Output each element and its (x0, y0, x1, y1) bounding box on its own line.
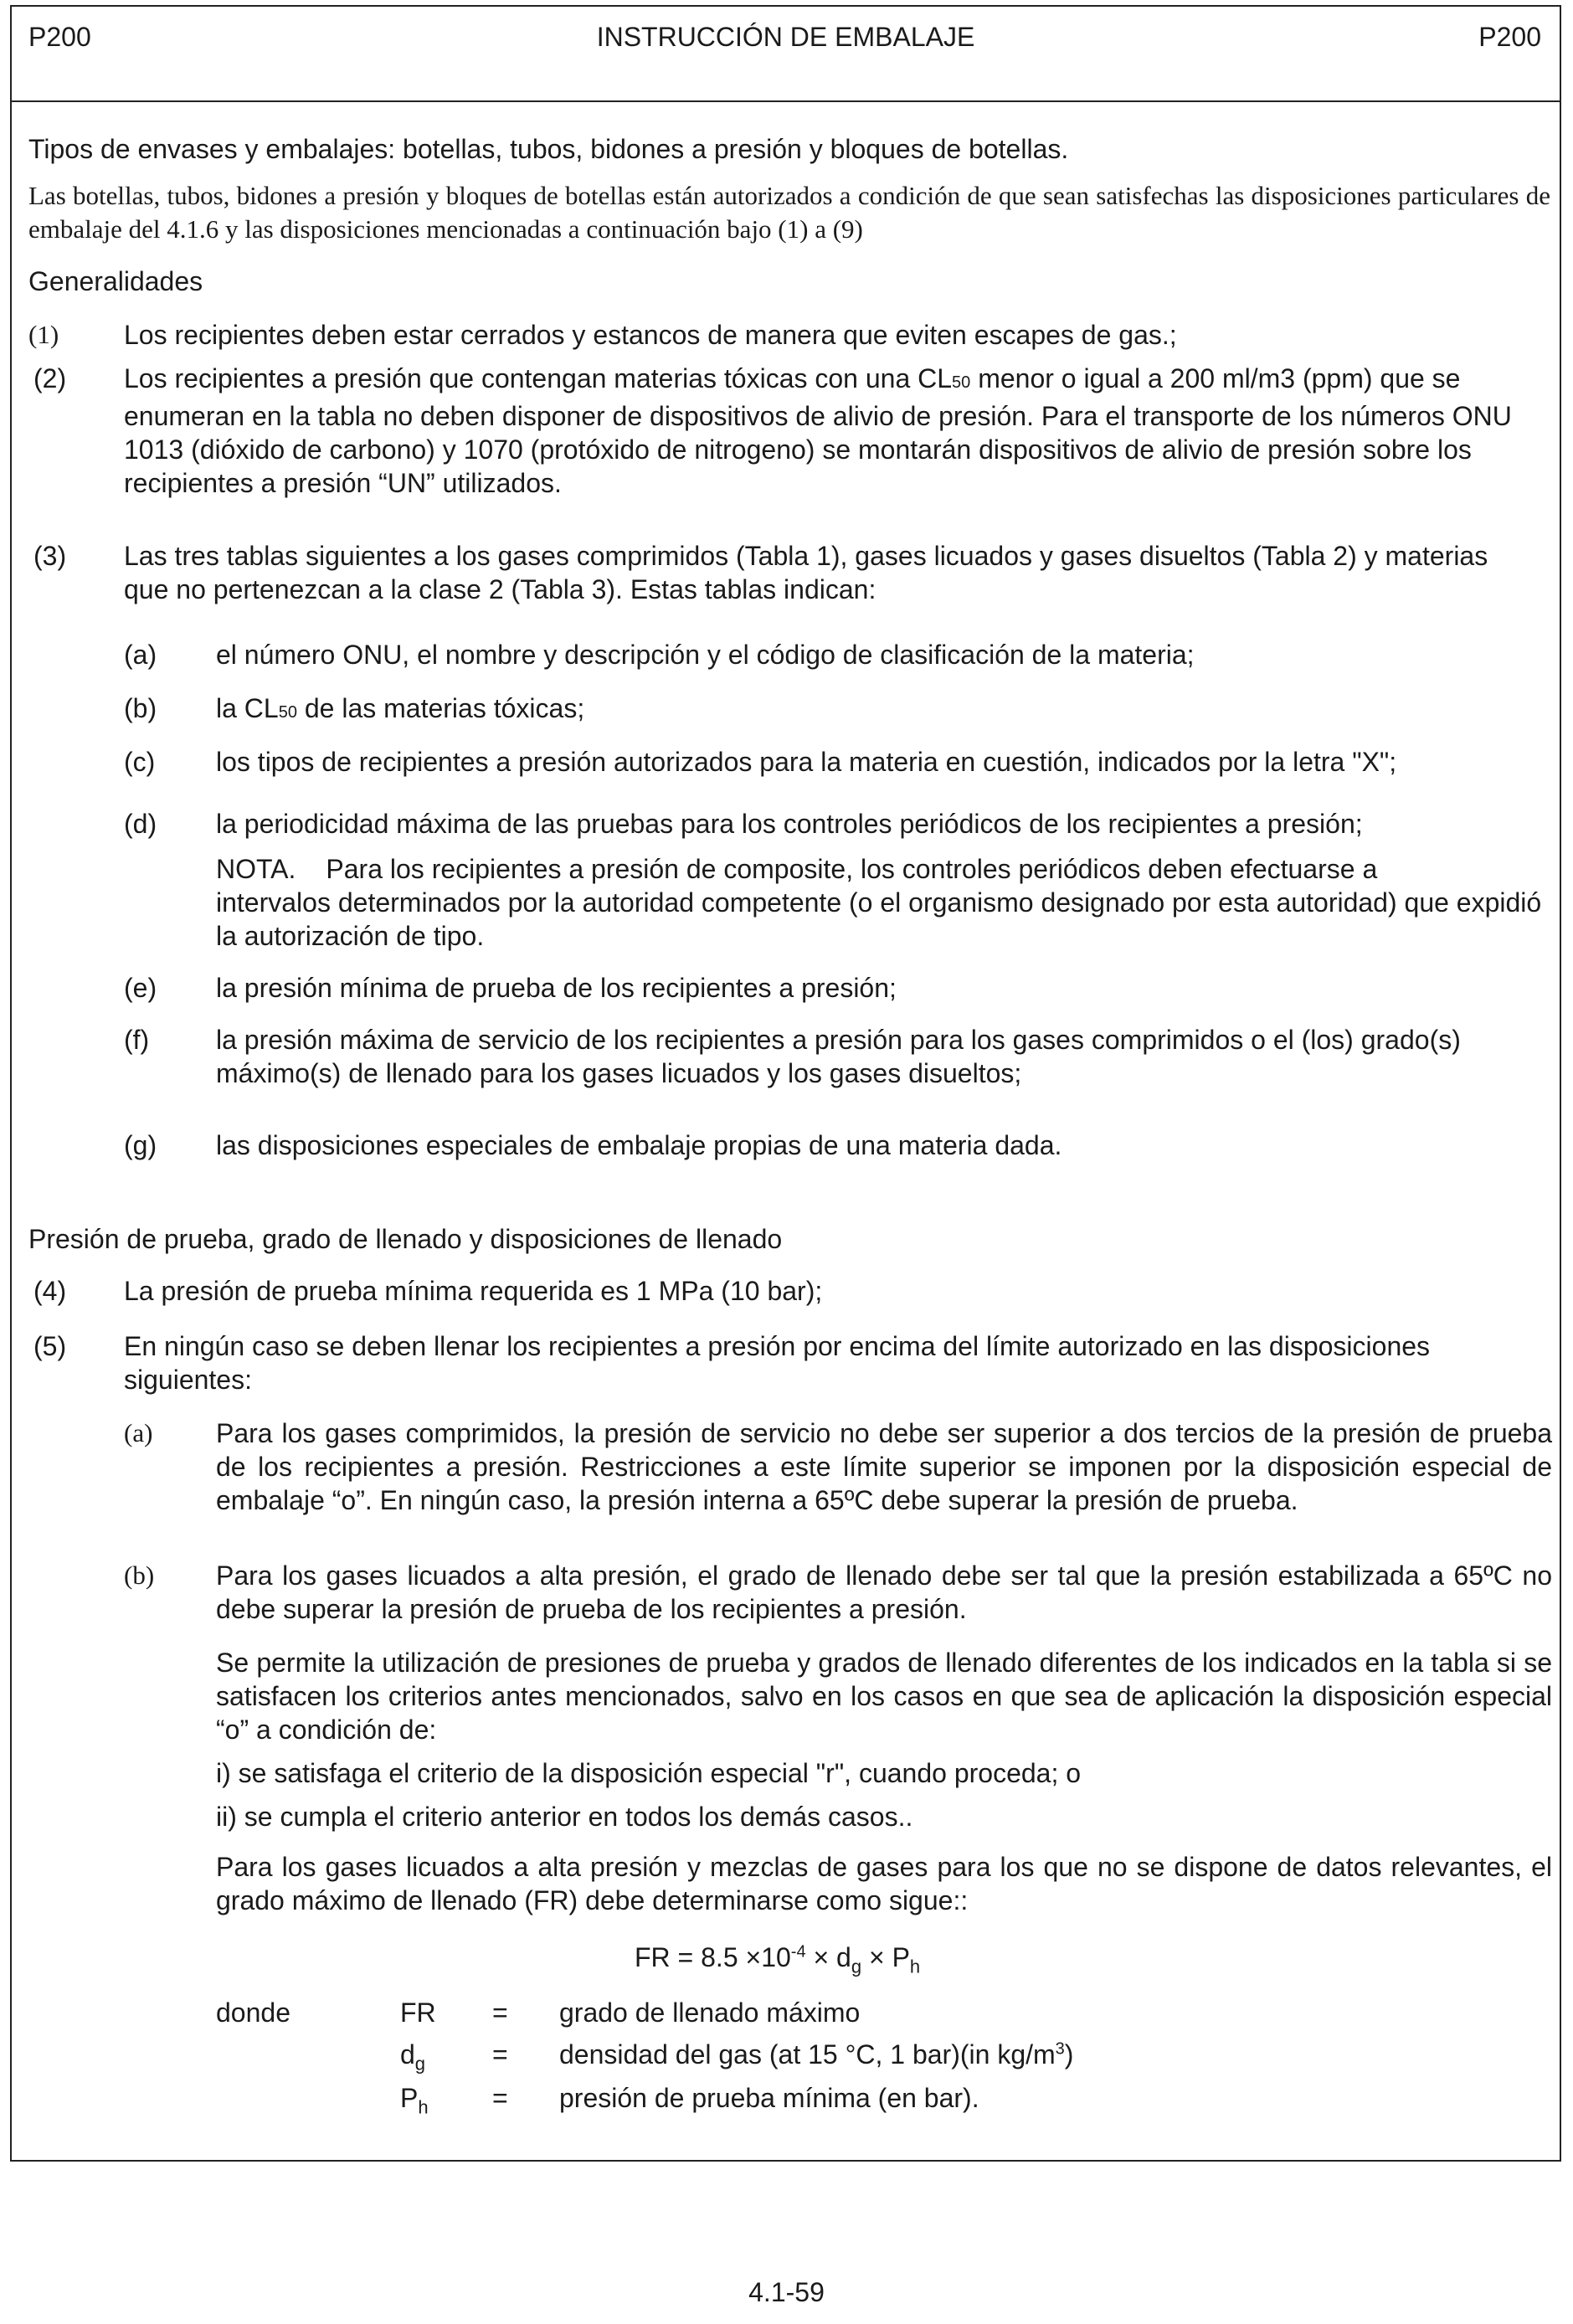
note-first-line: Para los recipientes a presión de composite, los controles periódicos deben efectuarse a (326, 854, 1378, 884)
page-number: 4.1-59 (748, 2277, 825, 2307)
symbol-text: FR (400, 1998, 436, 2028)
formula-times-d: × d (805, 1942, 851, 1972)
formula-sub-h: h (909, 1956, 921, 1977)
provision-4-number: (4) (33, 1276, 67, 1306)
provision-5-number: (5) (33, 1331, 67, 1361)
where-label: donde (216, 1998, 290, 2028)
definition-text: densidad del gas (at 15 °C, 1 bar)(in kg/m (559, 2039, 1056, 2069)
provision-5b-text: Para los gases licuados a alta presión, el grado de llenado debe ser tal que la presión estabilizada a 65ºC no debe superar la presión de prueba de los recipientes a presión. (216, 1560, 1552, 1624)
item-c-text: los tipos de recipientes a presión autorizados para la materia en cuestión, indicados por la letra "X"; (216, 747, 1397, 777)
item-b-text-a: la CL (216, 693, 279, 723)
symbol-text: P (400, 2083, 419, 2113)
provision-1-number: (1) (28, 320, 59, 349)
instruction-code-right: P200 (1478, 22, 1541, 52)
provision-4-text: La presión de prueba mínima requerida es 1 MPa (10 bar); (124, 1276, 823, 1306)
general-heading: Generalidades (28, 266, 203, 296)
provision-2-text-a: Los recipientes a presión que contengan materias tóxicas con una CL (124, 363, 953, 393)
item-b-text-b: de las materias tóxicas; (296, 693, 585, 723)
lc50-subscript: 50 (952, 373, 971, 392)
item-b-letter: (b) (124, 693, 157, 723)
authorization-conditions: Las botellas, tubos, bidones a presión y bloques de botellas están autorizados a condición de que sean satisfechas las disposiciones particulares de embalaje del 4.1.6 y las disposiciones mencionadas a continuación bajo (1) a (9) (28, 181, 1550, 244)
definition-end: ) (1064, 2039, 1074, 2069)
item-f-letter: (f) (124, 1025, 150, 1055)
symbol-subscript: h (418, 2096, 429, 2118)
item-b-text (216, 692, 1547, 729)
symbol-subscript: g (414, 2053, 426, 2075)
provision-2-text (124, 362, 1552, 500)
item-a-text: el número ONU, el nombre y descripción y el código de clasificación de la materia; (216, 640, 1195, 670)
where-definition-ph (559, 2081, 979, 2115)
provision-3-text: Las tres tablas siguientes a los gases comprimidos (Tabla 1), gases licuados y gases disueltos (Tabla 2) y materias que no pertenezcan a la clase 2 (Tabla 3). Estas tablas indican: (124, 541, 1488, 604)
provision-5b-item-ii: ii) se cumpla el criterio anterior en todos los demás casos.. (216, 1802, 913, 1832)
provision-2-text-b: menor o igual a 200 ml/m3 (ppm) que se enumeran en la tabla no deben disponer de dispositivos de alivio de presión. Para el transporte de los números ONU 1013 (dióxido de carbono) y 1070 (protóxido de nitrogeno) se montarán dispositivos de alivio de presión sobre los recipientes a presión “UN” utilizados. (124, 363, 1512, 498)
where-definition-fr (559, 1996, 860, 2029)
item-a-letter: (a) (124, 640, 157, 670)
where-equals-1: = (492, 1998, 508, 2028)
where-symbol-ph (400, 2081, 429, 2118)
item-g-letter: (g) (124, 1130, 157, 1160)
item-f-text: la presión máxima de servicio de los recipientes a presión para los gases comprimidos o el (los) grado(s) máximo(s) de llenado para los gases licuados y los gases disueltos; (216, 1025, 1461, 1088)
note-rest: intervalos determinados por la autoridad competente (o el organismo designado por esta autoridad) que expidió la autorización de tipo. (216, 887, 1542, 951)
provision-2-number: (2) (33, 363, 67, 393)
provision-1-text: Los recipientes deben estar cerrados y estancos de manera que eviten escapes de gas.; (124, 320, 1177, 350)
symbol-text: d (400, 2039, 415, 2069)
provision-3-number: (3) (33, 541, 67, 571)
provision-5b-para2: Se permite la utilización de presiones de prueba y grados de llenado diferentes de los indicados en la tabla si se satisfacen los criterios antes mencionados, salvo en los casos en que sea de aplicación la disposición especial “o” a condición de: (216, 1648, 1552, 1745)
packaging-types-line: Tipos de envases y embalajes: botellas, tubos, bidones a presión y bloques de botellas. (28, 134, 1069, 164)
formula-sub-g: g (851, 1956, 862, 1977)
where-equals-3: = (492, 2083, 508, 2113)
instruction-title: INSTRUCCIÓN DE EMBALAJE (596, 22, 975, 52)
provision-5b-para3: Para los gases licuados a alta presión y mezclas de gases para los que no se dispone de datos relevantes, el grado máximo de llenado (FR) debe determinarse como sigue:: (216, 1852, 1552, 1915)
note-label: NOTA. (216, 854, 296, 884)
definition-superscript: 3 (1055, 2039, 1065, 2059)
formula-exponent: -4 (790, 1942, 806, 1962)
provision-5b-letter: (b) (124, 1560, 155, 1590)
provision-5b-item-i: i) se satisfaga el criterio de la disposición especial "r", cuando proceda; o (216, 1758, 1082, 1788)
instruction-header (12, 7, 1560, 102)
definition-text: presión de prueba mínima (en bar). (559, 2083, 979, 2113)
item-c-letter: (c) (124, 747, 156, 777)
where-definition-dg (559, 2038, 1073, 2071)
item-b-lc50-subscript: 50 (278, 703, 297, 722)
formula-times-p: × P (861, 1942, 910, 1972)
instruction-code-left: P200 (28, 22, 91, 52)
filling-heading: Presión de prueba, grado de llenado y disposiciones de llenado (28, 1224, 783, 1254)
item-d-letter: (d) (124, 809, 157, 839)
definition-text: grado de llenado máximo (559, 1998, 861, 2028)
provision-5-text: En ningún caso se deben llenar los recipientes a presión por encima del límite autorizado en las disposiciones siguientes: (124, 1331, 1431, 1395)
item-d-note (216, 852, 1547, 953)
item-e-letter: (e) (124, 973, 157, 1003)
item-g-text: las disposiciones especiales de embalaje propias de una materia dada. (216, 1130, 1062, 1160)
where-symbol-dg (400, 2038, 426, 2075)
formula-lhs: FR = 8.5 ×10 (635, 1942, 791, 1972)
where-equals-2: = (492, 2039, 508, 2069)
provision-5a-text: Para los gases comprimidos, la presión de servicio no debe ser superior a dos tercios de la presión de prueba de los recipientes a presión. Restricciones a este límite superior se imponen por la disposición especial de embalaje “o”. En ningún caso, la presión interna a 65ºC debe superar la presión de prueba. (216, 1418, 1552, 1515)
item-e-text: la presión mínima de prueba de los recipientes a presión; (216, 973, 897, 1003)
item-d-text: la periodicidad máxima de las pruebas para los controles periódicos de los recipientes a presión; (216, 809, 1363, 839)
fill-ratio-formula (635, 1941, 921, 1977)
provision-5a-letter: (a) (124, 1418, 153, 1447)
where-symbol-fr (400, 1996, 436, 2029)
